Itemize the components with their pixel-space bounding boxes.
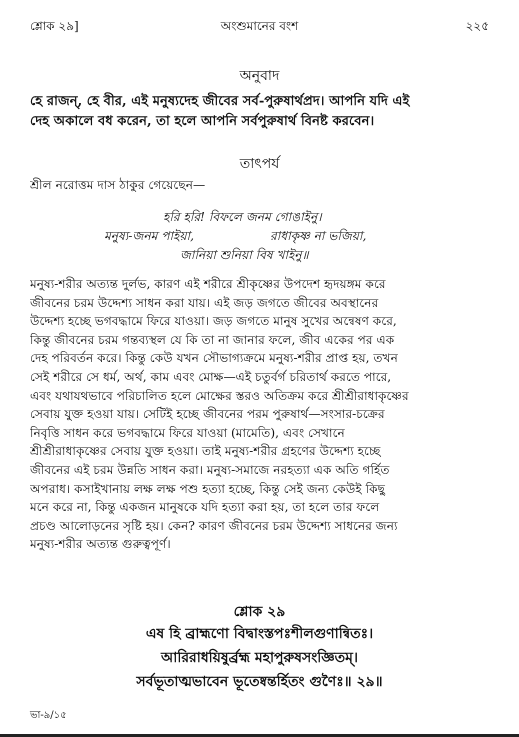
page-number: ২২৫: [465, 19, 489, 33]
verse-line-2a: মনুষ্য-জনম পাইয়া,: [104, 229, 194, 243]
purport-line: মনুষ্য-শরীর অত্যন্ত গুরুত্বপূর্ণ।: [30, 537, 171, 552]
purport-line: মনুষ্য-শরীর অত্যন্ত দুর্লভ, কারণ এই শরীরে শ্রীকৃষ্ণের উপদেশ হৃদয়ঙ্গম করে: [30, 277, 386, 291]
sanskrit-line-2: আরিরাধয়িষুর্ব্রহ্ম মহাপুরুষসংজ্ঞিতম্।: [161, 650, 358, 666]
purport-line: প্রচণ্ড আলোড়নের সৃষ্টি হয়। কেন? কারণ জীবনের চরম উদ্দেশ্য সাধনের জন্য: [30, 518, 398, 533]
purport-heading: তাৎপর্য: [239, 156, 280, 172]
purport-line: জীবনের চরম উদ্দেশ্য সাধন করা যায়। এই জড় জগতে জীবের অবস্থানের: [30, 295, 379, 310]
header-chapter-title: অংশুমানের বংশ: [220, 19, 299, 33]
purport-line: অপরাধ। কসাইখানায় লক্ষ লক্ষ পশু হত্যা হচ্ছে, কিন্তু সেই জন্য কেউই কিছু: [30, 481, 386, 496]
translation-heading: অনুবাদ: [239, 68, 280, 84]
verse-line-3: জানিয়া শুনিয়া বিষ খাইনু॥: [180, 248, 309, 262]
sloka-heading: শ্লোক ২৯: [233, 604, 286, 620]
signature-mark: ভা-৯/১৫: [30, 710, 67, 721]
header-verse-ref: শ্লোক ২৯]: [30, 19, 79, 33]
purport-body: [30, 275, 491, 554]
purport-line: এবং যথাযথভাবে পরিচালিত হলে মোক্ষের স্তরও অতিক্রম করে শ্রীশ্রীরাধাকৃষ্ণের: [30, 388, 409, 403]
purport-line: কিন্তু জীবনের চরম গন্তব্যস্থল যে কি তা না জানার ফলে, জীব একের পর এক: [30, 332, 395, 347]
sanskrit-line-1: এষ হি ব্রাহ্মণো বিদ্বাংস্তপঃশীলগুণান্বিতঃ।: [145, 626, 374, 642]
purport-line: নিবৃত্তি সাধন করে ভগবদ্ধামে ফিরে যাওয়া (মামেতি), এবং সেখানে: [30, 425, 345, 440]
purport-line: সেবায় যুক্ত হওয়া যায়। সেটিই হচ্ছে জীবনের পরম পুরুষার্থ—সংসার-চক্রের: [30, 407, 385, 422]
translation-line: দেহ অকালে বধ করেন, তা হলে আপনি সর্বপুরুষার্থ বিনষ্ট করবেন।: [30, 114, 375, 129]
verse-line-2b: রাধাকৃষ্ণ না ভজিয়া,: [270, 229, 367, 243]
purport-intro-line: শ্রীল নরোত্তম দাস ঠাকুর গেয়েছেন—: [30, 178, 206, 192]
purport-line: শ্রীশ্রীরাধাকৃষ্ণের সেবায় যুক্ত হওয়া। তাই মনুষ্য-শরীর গ্রহণের উদ্দেশ্য হচ্ছে: [30, 444, 381, 459]
purport-line: দেহ পরিবর্তন করে। কিন্তু কেউ যখন সৌভাগ্যক্রমে মনুষ্য-শরীর প্রাপ্ত হয়, তখন: [30, 351, 398, 366]
translation-text: [30, 92, 491, 132]
sanskrit-line-3: সর্বভূতাত্মভাবেন ভূতেষ্বন্তর্হিতং গুণৈঃ॥ ২৯॥: [136, 674, 383, 690]
verse-line-1: হরি হরি! বিফলে জনম গোঙাইনু।: [163, 210, 322, 224]
purport-line: উদ্দেশ্য হচ্ছে ভগবদ্ধামে ফিরে যাওয়া। জড় জগতে মানুষ সুখের অন্বেষণ করে,: [30, 314, 397, 329]
purport-line: জীবনের এই চরম উন্নতি সাধন করা। মনুষ্য-সমাজে নরহত্যা এক অতি গর্হিত: [30, 462, 390, 477]
running-header: [30, 18, 489, 38]
purport-intro: [30, 176, 491, 195]
translation-line: হে রাজন্, হে বীর, এই মনুষ্যদেহ জীবের সর্ব-পুরুষার্থপ্রদ। আপনি যদি এই: [30, 94, 410, 109]
purport-line: সেই শরীরে সে ধর্ম, অর্থ, কাম এবং মোক্ষ—এই চতুর্বর্গ চরিতার্থ করতে পারে,: [30, 369, 392, 384]
purport-line: মনে করে না, কিন্তু একজন মানুষকে যদি হত্যা করা হয়, তা হলে তার ফলে: [30, 500, 380, 515]
